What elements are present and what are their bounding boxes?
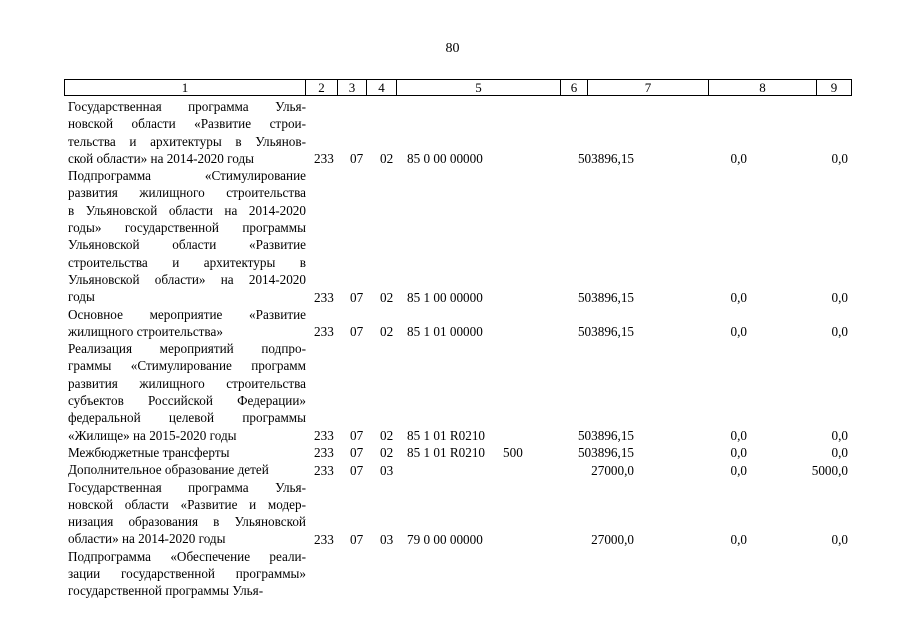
cell-c5: 85 0 00 00000 bbox=[407, 151, 483, 167]
cell-c4: 02 bbox=[380, 151, 394, 167]
cell-c2: 233 bbox=[314, 289, 334, 305]
description-line: Ульяновской области «Развитие bbox=[68, 237, 306, 253]
cell-c5: 85 1 01 R0210 bbox=[407, 445, 486, 461]
page-number: 80 bbox=[445, 41, 460, 56]
cell-c2: 233 bbox=[314, 462, 334, 478]
header-col-8: 8 bbox=[708, 80, 816, 95]
header-col-9: 9 bbox=[816, 80, 851, 95]
cell-c9: 0,0 bbox=[831, 531, 848, 547]
row-description bbox=[68, 461, 306, 478]
cell-c7: 27000,0 bbox=[591, 531, 634, 547]
cell-c8: 0,0 bbox=[730, 462, 747, 478]
cell-c7: 503896,15 bbox=[577, 445, 634, 461]
row-description bbox=[68, 167, 306, 305]
description-line: граммы «Стимулирование программ bbox=[68, 358, 306, 374]
row-description bbox=[68, 548, 306, 600]
cell-c3: 07 bbox=[350, 445, 364, 461]
description-line: низация образования в Ульяновской bbox=[68, 514, 306, 530]
table-row bbox=[0, 461, 905, 478]
description-line: государственной программы Улья- bbox=[68, 583, 264, 599]
cell-c7: 503896,15 bbox=[577, 324, 634, 340]
cell-c5: 85 1 01 00000 bbox=[407, 324, 483, 340]
description-line: новской области «Развитие и модер- bbox=[68, 496, 306, 512]
cell-c3: 07 bbox=[350, 289, 364, 305]
cell-c5: 85 1 01 R0210 bbox=[407, 427, 486, 443]
header-col-1: 1 bbox=[181, 80, 189, 95]
description-line: ской области» на 2014-2020 годы bbox=[68, 150, 255, 166]
cell-c7: 503896,15 bbox=[577, 151, 634, 167]
table-row bbox=[0, 340, 905, 444]
description-line: жилищного строительства» bbox=[68, 323, 223, 339]
description-line: Подпрограмма «Обеспечение реали- bbox=[68, 548, 306, 564]
description-line: «Жилище» на 2015-2020 годы bbox=[68, 427, 237, 443]
cell-c3: 07 bbox=[350, 151, 364, 167]
description-line: Реализация мероприятий подпро- bbox=[68, 341, 306, 357]
header-col-2: 2 bbox=[305, 80, 337, 95]
cell-c3: 07 bbox=[350, 324, 364, 340]
header-col-5: 5 bbox=[396, 80, 560, 95]
description-line: развития жилищного строительства bbox=[68, 185, 306, 201]
row-description bbox=[68, 340, 306, 444]
cell-c2: 233 bbox=[314, 427, 334, 443]
cell-c8: 0,0 bbox=[730, 324, 747, 340]
description-line: субъектов Российской Федерации» bbox=[68, 393, 306, 409]
cell-c4: 02 bbox=[380, 324, 394, 340]
cell-c3: 07 bbox=[350, 427, 364, 443]
description-line: тельства и архитектуры в Ульянов- bbox=[68, 133, 306, 149]
cell-c8: 0,0 bbox=[730, 427, 747, 443]
description-line: Государственная программа Улья- bbox=[68, 99, 306, 114]
cell-c4: 03 bbox=[380, 462, 394, 478]
description-line: новской области «Развитие строи- bbox=[68, 116, 306, 132]
cell-c9: 0,0 bbox=[831, 324, 848, 340]
cell-c3: 07 bbox=[350, 531, 364, 547]
cell-c4: 02 bbox=[380, 289, 394, 305]
header-col-4: 4 bbox=[366, 80, 396, 95]
cell-c2: 233 bbox=[314, 531, 334, 547]
description-line: области» на 2014-2020 годы bbox=[68, 531, 226, 547]
description-line: федеральной целевой программы bbox=[68, 410, 306, 426]
cell-c9: 0,0 bbox=[831, 151, 848, 167]
table-row bbox=[0, 306, 905, 341]
table-row bbox=[0, 98, 905, 167]
description-line: Ульяновской области» на 2014-2020 bbox=[68, 271, 306, 287]
header-col-6: 6 bbox=[560, 80, 587, 95]
description-line: в Ульяновской области на 2014-2020 bbox=[68, 202, 306, 218]
row-description bbox=[68, 306, 306, 341]
table-row bbox=[0, 444, 905, 461]
table-body bbox=[0, 98, 905, 600]
cell-c8: 0,0 bbox=[730, 531, 747, 547]
description-line: строительства и архитектуры в bbox=[68, 254, 306, 270]
cell-c8: 0,0 bbox=[730, 445, 747, 461]
table-row bbox=[0, 479, 905, 548]
cell-c9: 0,0 bbox=[831, 445, 848, 461]
description-line: годы» государственной программы bbox=[68, 220, 306, 236]
cell-c6: 500 bbox=[503, 445, 523, 461]
cell-c8: 0,0 bbox=[730, 289, 747, 305]
cell-c7: 503896,15 bbox=[577, 289, 634, 305]
description-line: Государственная программа Улья- bbox=[68, 479, 306, 495]
description-line: развития жилищного строительства bbox=[68, 375, 306, 391]
row-description bbox=[68, 479, 306, 548]
description-line: Основное мероприятие «Развитие bbox=[68, 306, 306, 322]
cell-c9: 0,0 bbox=[831, 427, 848, 443]
cell-c5: 79 0 00 00000 bbox=[407, 531, 483, 547]
row-description bbox=[68, 98, 306, 167]
cell-c8: 0,0 bbox=[730, 151, 747, 167]
cell-c5: 85 1 00 00000 bbox=[407, 289, 483, 305]
cell-c4: 03 bbox=[380, 531, 394, 547]
header-col-7: 7 bbox=[587, 80, 708, 95]
table-header bbox=[64, 79, 852, 96]
cell-c4: 02 bbox=[380, 445, 394, 461]
cell-c2: 233 bbox=[314, 324, 334, 340]
cell-c4: 02 bbox=[380, 427, 394, 443]
header-col-3: 3 bbox=[337, 80, 366, 95]
description-line: Межбюджетные трансферты bbox=[68, 444, 230, 460]
cell-c3: 07 bbox=[350, 462, 364, 478]
description-line: годы bbox=[68, 289, 95, 305]
description-line: зации государственной программы» bbox=[68, 566, 306, 582]
cell-c9: 0,0 bbox=[831, 289, 848, 305]
cell-c7: 503896,15 bbox=[577, 427, 634, 443]
description-line: Подпрограмма «Стимулирование bbox=[68, 168, 306, 184]
cell-c9: 5000,0 bbox=[811, 462, 848, 478]
table-row bbox=[0, 167, 905, 305]
description-line: Дополнительное образование детей bbox=[68, 462, 269, 478]
table-row bbox=[0, 548, 905, 600]
row-description bbox=[68, 444, 306, 461]
cell-c2: 233 bbox=[314, 151, 334, 167]
cell-c7: 27000,0 bbox=[591, 462, 634, 478]
cell-c2: 233 bbox=[314, 445, 334, 461]
